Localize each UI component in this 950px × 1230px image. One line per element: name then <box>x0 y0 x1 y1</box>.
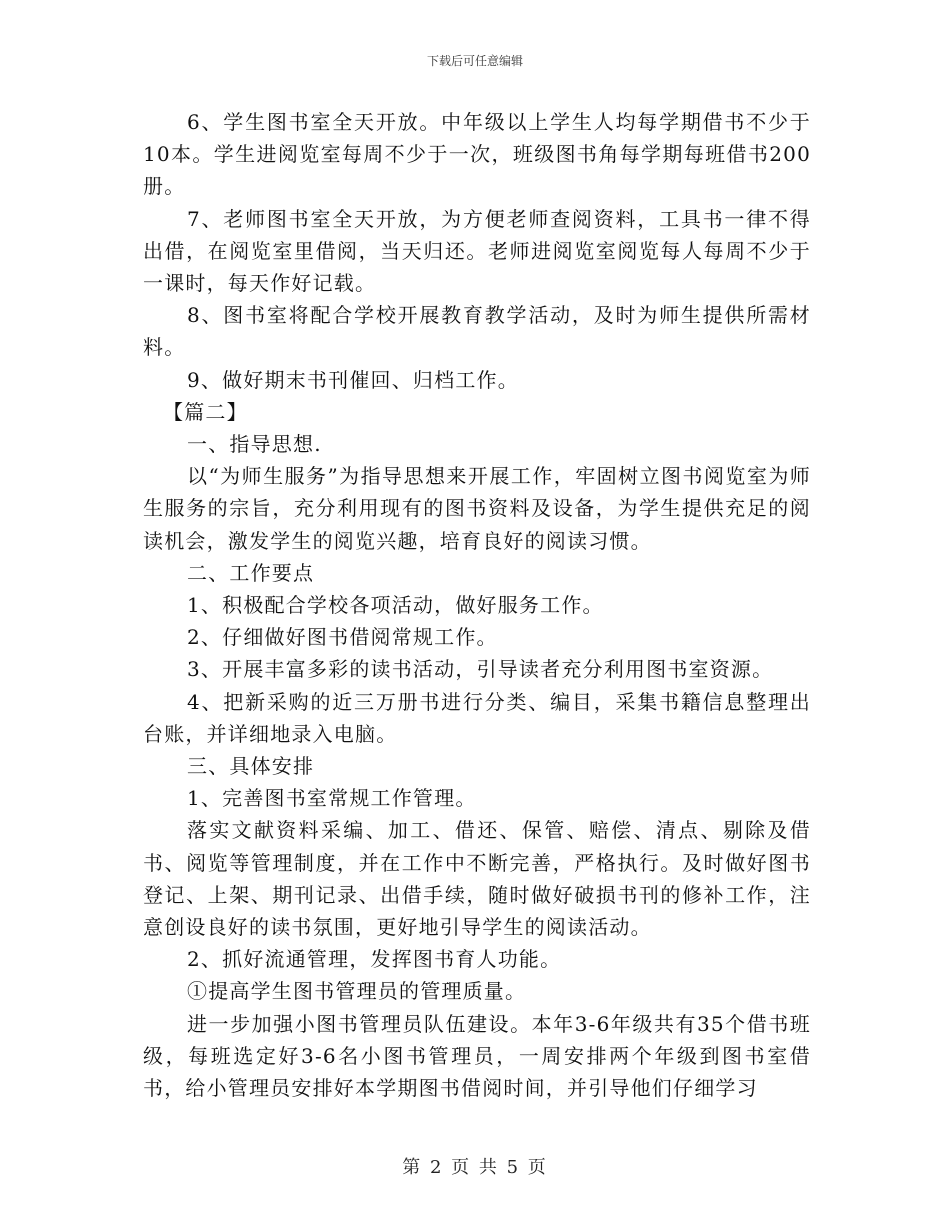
paragraph-item-7: 7、老师图书室全天开放，为方便老师查阅资料，工具书一律不得出借，在阅览室里借阅，当天归还。老师进阅览室阅览每人每周不少于一课时，每天作好记载。 <box>143 206 811 296</box>
section-heading-work-points: 二、工作要点 <box>187 560 315 585</box>
work-point-2: 2、仔细做好图书借阅常规工作。 <box>187 625 498 650</box>
arrangement-item-2: 2、抓好流通管理，发挥图书育人功能。 <box>187 947 562 972</box>
paragraph-item-6: 6、学生图书室全天开放。中年级以上学生人均每学期借书不少于10本。学生进阅览室每周不少于一次，班级图书角每学期每班借书200册。 <box>143 110 811 199</box>
paragraph-librarian-team: 进一步加强小图书管理员队伍建设。本年3-6年级共有35个借书班级，每班选定好3-6名小图书管理员，一周安排两个年级到图书室借书，给小管理员安排好本学期图书借阅时间，并引导他们仔细学习 <box>143 1011 811 1101</box>
sub-item-circled-1: ①提高学生图书管理员的管理质量。 <box>187 979 527 1004</box>
section-title-part-two: 【篇二】 <box>163 399 248 424</box>
work-point-3: 3、开展丰富多彩的读书活动，引导读者充分利用图书室资源。 <box>187 657 774 682</box>
section-heading-arrangement: 三、具体安排 <box>187 754 315 779</box>
paragraph-management: 落实文献资料采编、加工、借还、保管、赔偿、清点、剔除及借书、阅览等管理制度，并在工作中不断完善，严格执行。及时做好图书登记、上架、期刊记录、出借手续，随时做好破损书刊的修补工作，注意创设良好的读书氛围，更好地引导学生的阅读活动。 <box>143 818 811 940</box>
page-header: 下载后可任意编辑 <box>426 54 523 68</box>
paragraph-guiding-thought: 以“为师生服务”为指导思想来开展工作，牢固树立图书阅览室为师生服务的宗旨，充分利用现有的图书资料及设备，为学生提供充足的阅读机会，激发学生的阅览兴趣，培育良好的阅读习惯。 <box>143 464 811 553</box>
paragraph-item-8: 8、图书室将配合学校开展教育教学活动，及时为师生提供所需材料。 <box>143 303 811 360</box>
page-number-footer: 第 2 页 共 5 页 <box>402 1157 548 1178</box>
work-point-4: 4、把新采购的近三万册书进行分类、编目，采集书籍信息整理出台账，并详细地录入电脑。 <box>143 689 811 746</box>
document-body <box>143 106 811 1104</box>
arrangement-item-1: 1、完善图书室常规工作管理。 <box>187 786 477 811</box>
section-heading-guiding-thought: 一、指导思想. <box>187 432 322 457</box>
work-point-1: 1、积极配合学校各项活动，做好服务工作。 <box>187 593 604 618</box>
paragraph-item-9: 9、做好期末书刊催回、归档工作。 <box>187 367 519 392</box>
